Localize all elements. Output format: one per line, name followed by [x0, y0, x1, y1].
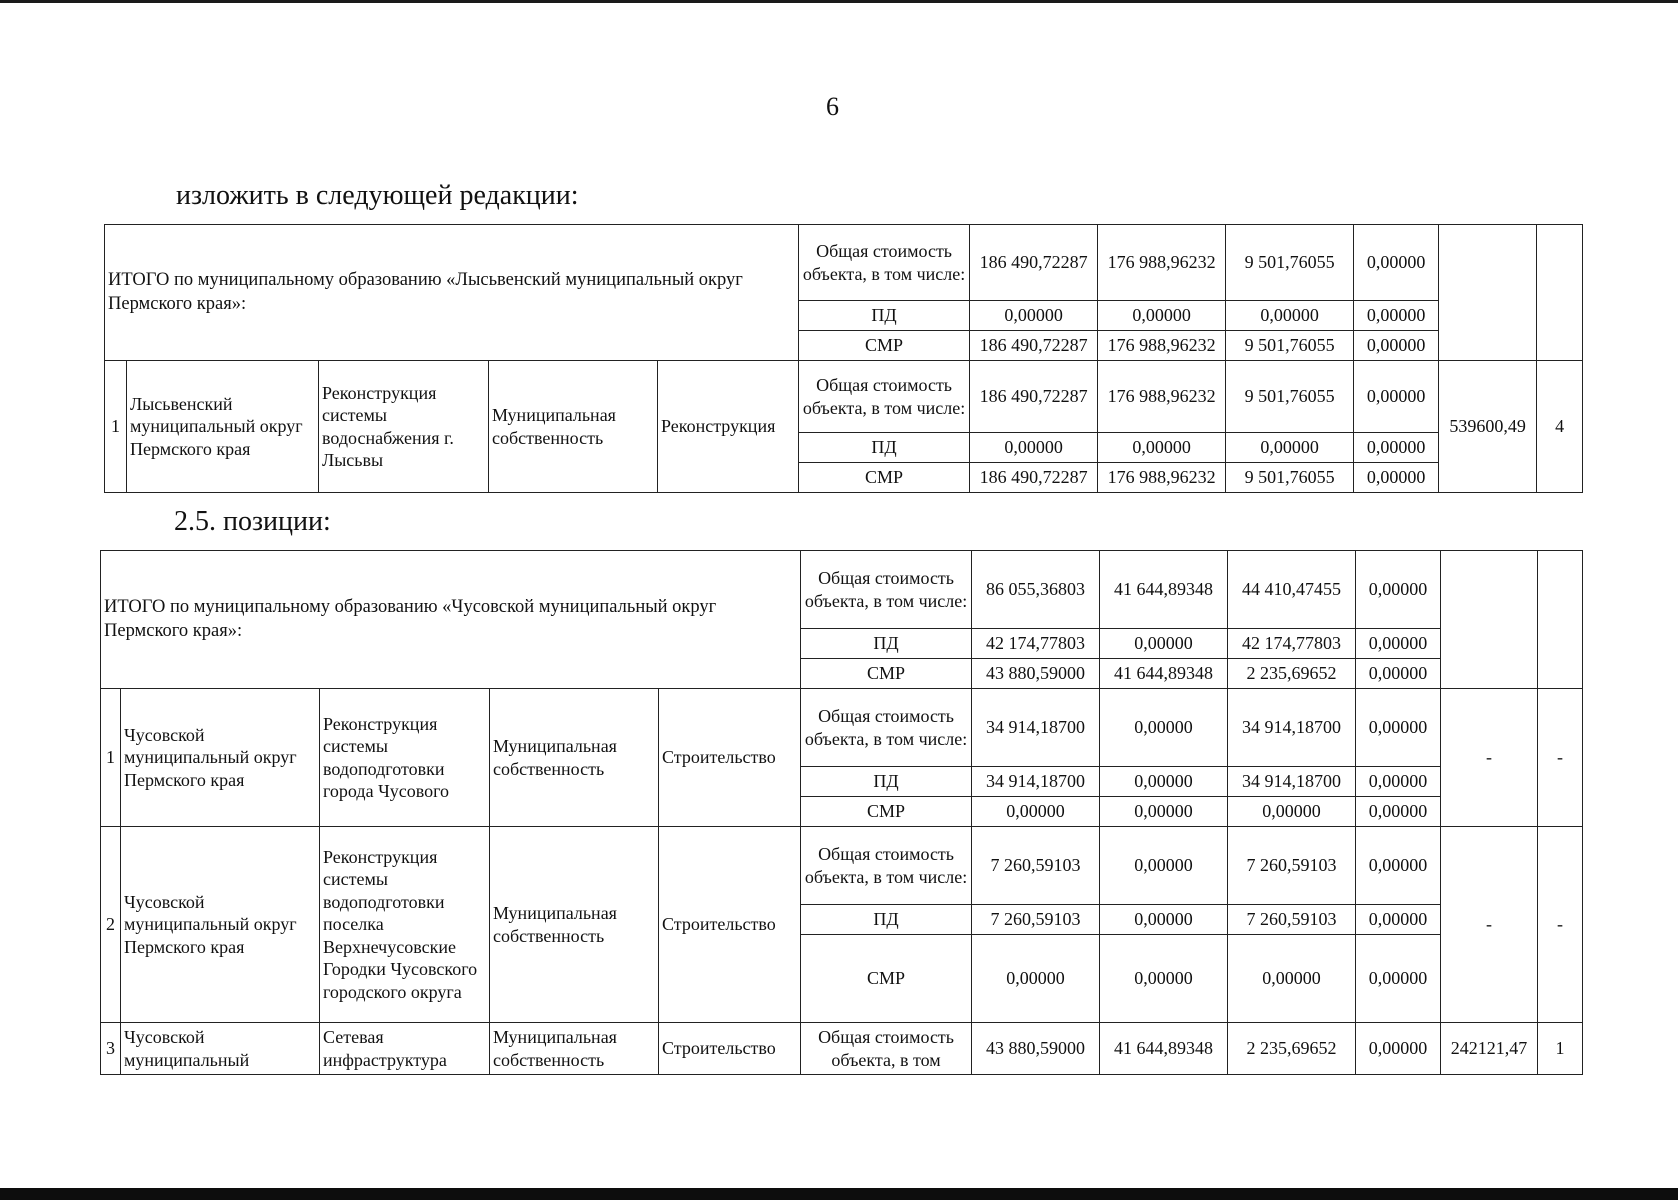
value-cell: 0,00000 [1356, 659, 1441, 689]
object-cell: Реконструкция системы водоподготовки поселка Верхнечусовские Городки Чусовского городского округа [320, 827, 490, 1023]
value-cell: 186 490,72287 [970, 361, 1098, 433]
value-cell: 7 260,59103 [1228, 905, 1356, 935]
value-cell: 186 490,72287 [970, 463, 1098, 493]
value-cell: 0,00000 [1100, 629, 1228, 659]
value-cell: 0,00000 [1356, 905, 1441, 935]
empty-cell [1538, 551, 1583, 689]
value-cell: 186 490,72287 [970, 331, 1098, 361]
cost-type-cell: Общая стоимость объекта, в том числе: [801, 689, 972, 767]
value-cell: 0,00000 [972, 935, 1100, 1023]
work-type-cell: Строительство [659, 689, 801, 827]
value-cell: 9 501,76055 [1226, 331, 1354, 361]
value-cell: 0,00000 [1228, 797, 1356, 827]
extra-count-cell: 1 [1538, 1023, 1583, 1075]
value-cell: 44 410,47455 [1228, 551, 1356, 629]
extra-value-cell: - [1441, 827, 1538, 1023]
work-type-cell: Строительство [659, 827, 801, 1023]
value-cell: 34 914,18700 [972, 767, 1100, 797]
extra-value-cell: 539600,49 [1439, 361, 1537, 493]
ownership-cell: Муниципальная собственность [490, 1023, 659, 1075]
value-cell: 0,00000 [1354, 331, 1439, 361]
extra-count-cell: - [1538, 689, 1583, 827]
value-cell: 0,00000 [1356, 689, 1441, 767]
value-cell: 34 914,18700 [972, 689, 1100, 767]
value-cell: 0,00000 [970, 433, 1098, 463]
cost-type-cell: ПД [801, 629, 972, 659]
value-cell: 176 988,96232 [1098, 361, 1226, 433]
value-cell: 43 880,59000 [972, 1023, 1100, 1075]
table-row [101, 689, 1583, 767]
cost-type-cell: ПД [801, 767, 972, 797]
value-cell: 43 880,59000 [972, 659, 1100, 689]
value-cell: 0,00000 [1356, 797, 1441, 827]
value-cell: 0,00000 [1098, 301, 1226, 331]
ownership-cell: Муниципальная собственность [490, 827, 659, 1023]
value-cell: 9 501,76055 [1226, 463, 1354, 493]
object-cell: Реконструкция системы водоподготовки города Чусового [320, 689, 490, 827]
value-cell: 0,00000 [1356, 551, 1441, 629]
object-cell: Реконструкция системы водоснабжения г. Лысьвы [319, 361, 489, 493]
value-cell: 9 501,76055 [1226, 225, 1354, 301]
value-cell: 0,00000 [1354, 301, 1439, 331]
value-cell: 176 988,96232 [1098, 225, 1226, 301]
cost-type-cell: СМР [799, 331, 970, 361]
cost-type-cell: Общая стоимость объекта, в том числе: [799, 225, 970, 301]
value-cell: 41 644,89348 [1100, 551, 1228, 629]
empty-cell [1441, 551, 1538, 689]
municipality-cell: Чусовской муниципальный округ Пермского края [121, 689, 320, 827]
value-cell: 0,00000 [1354, 225, 1439, 301]
table-chusovoy [100, 550, 1583, 1075]
value-cell: 0,00000 [1354, 463, 1439, 493]
extra-value-cell: - [1441, 689, 1538, 827]
heading-positions: 2.5. позиции: [174, 506, 331, 537]
total-label: ИТОГО по муниципальному образованию «Чусовской муниципальный округ Пермского края»: [101, 551, 801, 689]
value-cell: 0,00000 [1100, 689, 1228, 767]
value-cell: 0,00000 [972, 797, 1100, 827]
value-cell: 86 055,36803 [972, 551, 1100, 629]
table-row [105, 361, 1583, 433]
value-cell: 7 260,59103 [972, 827, 1100, 905]
total-label: ИТОГО по муниципальному образованию «Лысьвенский муниципальный округ Пермского края»: [105, 225, 799, 361]
value-cell: 7 260,59103 [1228, 827, 1356, 905]
scan-edge-top [0, 0, 1678, 3]
table-row [101, 827, 1583, 905]
value-cell: 9 501,76055 [1226, 361, 1354, 433]
cost-type-cell: СМР [799, 463, 970, 493]
value-cell: 42 174,77803 [1228, 629, 1356, 659]
cost-type-cell: Общая стоимость объекта, в том числе: [799, 361, 970, 433]
extra-count-cell: - [1538, 827, 1583, 1023]
extra-value-cell: 242121,47 [1441, 1023, 1538, 1075]
value-cell: 34 914,18700 [1228, 767, 1356, 797]
cost-type-cell: Общая стоимость объекта, в том числе: [801, 827, 972, 905]
value-cell: 41 644,89348 [1100, 1023, 1228, 1075]
row-number: 1 [105, 361, 127, 493]
municipality-cell: Лысьвенский муниципальный округ Пермского края [127, 361, 319, 493]
value-cell: 41 644,89348 [1100, 659, 1228, 689]
cost-type-cell: ПД [799, 301, 970, 331]
scan-edge-bottom [0, 1188, 1678, 1200]
empty-cell [1439, 225, 1537, 361]
cost-type-cell: ПД [799, 433, 970, 463]
row-number: 1 [101, 689, 121, 827]
row-number: 3 [101, 1023, 121, 1075]
value-cell: 0,00000 [1356, 827, 1441, 905]
municipality-cell: Чусовской муниципальный [121, 1023, 320, 1075]
value-cell: 186 490,72287 [970, 225, 1098, 301]
value-cell: 2 235,69652 [1228, 659, 1356, 689]
cost-type-cell: Общая стоимость объекта, в том числе: [801, 551, 972, 629]
table-row [101, 551, 1583, 629]
value-cell: 34 914,18700 [1228, 689, 1356, 767]
value-cell: 0,00000 [1356, 767, 1441, 797]
cost-type-cell: СМР [801, 659, 972, 689]
page-number: 6 [826, 92, 839, 121]
value-cell: 0,00000 [1100, 905, 1228, 935]
cost-type-cell: Общая стоимость объекта, в том [801, 1023, 972, 1075]
cost-type-cell: ПД [801, 905, 972, 935]
value-cell: 0,00000 [1356, 1023, 1441, 1075]
value-cell: 0,00000 [1226, 301, 1354, 331]
value-cell: 0,00000 [1356, 629, 1441, 659]
table-row [101, 1023, 1583, 1075]
value-cell: 0,00000 [1354, 361, 1439, 433]
table-row [105, 225, 1583, 301]
value-cell: 176 988,96232 [1098, 463, 1226, 493]
work-type-cell: Реконструкция [658, 361, 799, 493]
municipality-cell: Чусовской муниципальный округ Пермского края [121, 827, 320, 1023]
value-cell: 7 260,59103 [972, 905, 1100, 935]
value-cell: 0,00000 [1354, 433, 1439, 463]
cost-type-cell: СМР [801, 935, 972, 1023]
value-cell: 0,00000 [1356, 935, 1441, 1023]
value-cell: 0,00000 [1226, 433, 1354, 463]
extra-count-cell: 4 [1537, 361, 1583, 493]
value-cell: 0,00000 [1100, 797, 1228, 827]
value-cell: 42 174,77803 [972, 629, 1100, 659]
heading-instruction: изложить в следующей редакции: [176, 180, 579, 211]
row-number: 2 [101, 827, 121, 1023]
empty-cell [1537, 225, 1583, 361]
table-lysva [104, 224, 1583, 493]
ownership-cell: Муниципальная собственность [489, 361, 658, 493]
cost-type-cell: СМР [801, 797, 972, 827]
value-cell: 0,00000 [1100, 935, 1228, 1023]
ownership-cell: Муниципальная собственность [490, 689, 659, 827]
value-cell: 0,00000 [970, 301, 1098, 331]
object-cell: Сетевая инфраструктура [320, 1023, 490, 1075]
value-cell: 0,00000 [1100, 827, 1228, 905]
value-cell: 0,00000 [1098, 433, 1226, 463]
value-cell: 2 235,69652 [1228, 1023, 1356, 1075]
work-type-cell: Строительство [659, 1023, 801, 1075]
value-cell: 176 988,96232 [1098, 331, 1226, 361]
value-cell: 0,00000 [1100, 767, 1228, 797]
value-cell: 0,00000 [1228, 935, 1356, 1023]
